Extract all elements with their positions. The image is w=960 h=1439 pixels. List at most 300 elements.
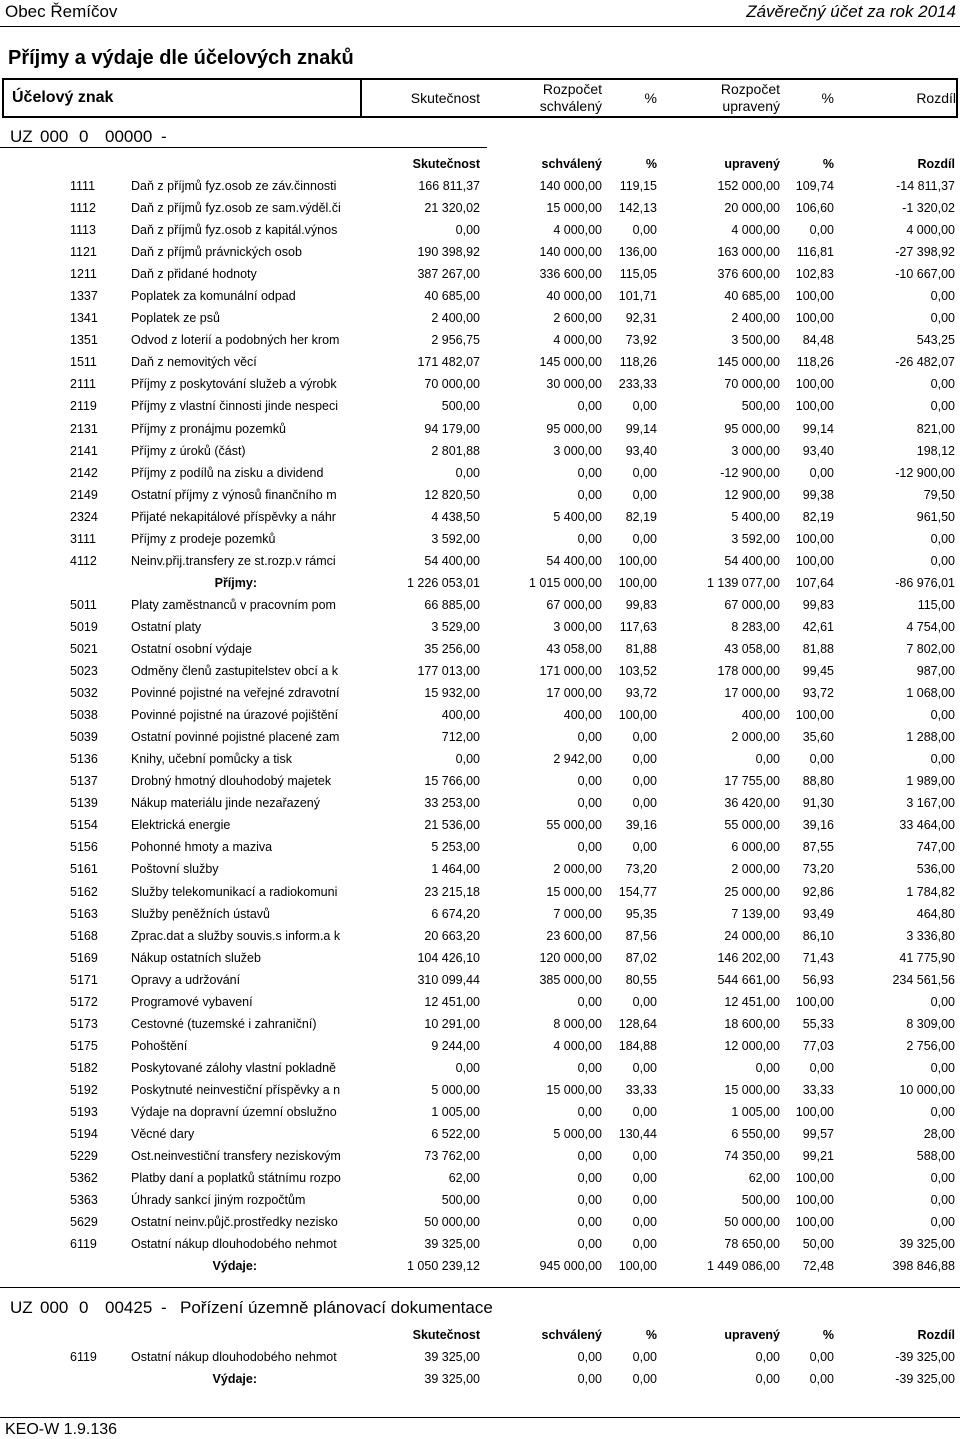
revised-budget-label-line1: Rozpočet bbox=[720, 81, 780, 97]
section-uz-00425 bbox=[0, 1287, 960, 1390]
row-name: Knihy, učební pomůcky a tisk bbox=[131, 752, 292, 767]
cell-revised: 3 592,00 bbox=[731, 531, 780, 546]
cell-revised: 17 755,00 bbox=[724, 774, 780, 789]
cell-difference: 7 802,00 bbox=[906, 641, 955, 656]
cell-pct_revised: 84,48 bbox=[802, 333, 834, 348]
cell-approved: 3 000,00 bbox=[553, 443, 602, 458]
cell-difference: 3 336,80 bbox=[906, 928, 955, 943]
column-header-difference: Rozdíl bbox=[917, 1328, 955, 1342]
cell-revised: 67 000,00 bbox=[724, 597, 780, 612]
cell-actual: 1 005,00 bbox=[431, 1104, 480, 1119]
cell-actual: 0,00 bbox=[455, 223, 480, 238]
row-code: 1112 bbox=[70, 201, 96, 216]
cell-revised: 5 400,00 bbox=[731, 509, 780, 524]
cell-difference: 821,00 bbox=[916, 421, 955, 436]
column-header-pct_revised: % bbox=[822, 157, 834, 171]
cell-pct_approved: 0,00 bbox=[632, 1171, 657, 1186]
cell-actual: 190 398,92 bbox=[417, 245, 480, 260]
row-code: 4112 bbox=[70, 553, 97, 568]
row-name: Daň z příjmů právnických osob bbox=[131, 245, 302, 260]
row-code: 5169 bbox=[70, 950, 98, 965]
cell-pct_approved: 39,16 bbox=[625, 818, 657, 833]
cell-revised: 500,00 bbox=[741, 399, 780, 414]
cell-approved: 0,00 bbox=[577, 465, 602, 480]
cell-pct_approved: 93,40 bbox=[625, 443, 657, 458]
cell-difference: 0,00 bbox=[930, 553, 955, 568]
cell-approved: 15 000,00 bbox=[546, 1082, 602, 1097]
cell-pct_approved: 130,44 bbox=[618, 1127, 657, 1142]
total-row bbox=[0, 572, 960, 594]
row-code: 2141 bbox=[70, 443, 98, 458]
table-row bbox=[0, 506, 960, 528]
uz-code: 00000 bbox=[105, 127, 153, 146]
cell-actual: 15 932,00 bbox=[424, 686, 480, 701]
cell-approved: 140 000,00 bbox=[539, 245, 602, 260]
row-name: Poplatek ze psů bbox=[131, 311, 220, 326]
cell-approved: 0,00 bbox=[577, 730, 602, 745]
cell-actual: 70 000,00 bbox=[424, 377, 480, 392]
cell-actual: 0,00 bbox=[455, 465, 480, 480]
cell-pct_approved: 0,00 bbox=[632, 531, 657, 546]
table-row bbox=[0, 1057, 960, 1079]
row-name: Výdaje na dopravní územní obslužno bbox=[131, 1104, 337, 1119]
cell-pct_revised: 0,00 bbox=[809, 223, 834, 238]
cell-approved: 15 000,00 bbox=[546, 201, 602, 216]
cell-pct_revised: 0,00 bbox=[809, 465, 834, 480]
cell-pct_approved: 118,26 bbox=[619, 355, 657, 370]
cell-pct_approved: 80,55 bbox=[625, 972, 657, 987]
cell-approved: 0,00 bbox=[577, 994, 602, 1009]
total-label: Příjmy: bbox=[214, 575, 257, 590]
cell-pct_revised: 88,80 bbox=[802, 774, 834, 789]
row-name: Ost.neinvestiční transfery neziskovým bbox=[131, 1149, 341, 1164]
cell-actual: 6 674,20 bbox=[431, 906, 480, 921]
cell-approved: 400,00 bbox=[563, 708, 602, 723]
table-row bbox=[0, 969, 960, 991]
table-row bbox=[0, 1013, 960, 1035]
total-revised: 1 139 077,00 bbox=[707, 575, 780, 590]
table-row bbox=[0, 528, 960, 550]
cell-difference: 0,00 bbox=[930, 377, 955, 392]
cell-pct_revised: 81,88 bbox=[802, 641, 834, 656]
row-name: Služby telekomunikací a radiokomuni bbox=[131, 884, 338, 899]
cell-revised: 544 661,00 bbox=[717, 972, 780, 987]
cell-difference: 0,00 bbox=[930, 1215, 955, 1230]
total-actual: 1 050 239,12 bbox=[407, 1259, 480, 1274]
table-row bbox=[0, 881, 960, 903]
row-name: Drobný hmotný dlouhodobý majetek bbox=[131, 774, 332, 789]
cell-revised: 25 000,00 bbox=[724, 884, 780, 899]
cell-difference: 0,00 bbox=[930, 289, 955, 304]
cell-approved: 145 000,00 bbox=[539, 355, 602, 370]
cell-pct_revised: 55,33 bbox=[802, 1016, 834, 1031]
column-header-actual: Skutečnost bbox=[412, 1328, 480, 1342]
row-code: 2119 bbox=[70, 399, 97, 414]
cell-approved: 0,00 bbox=[577, 774, 602, 789]
cell-revised: 3 500,00 bbox=[731, 333, 780, 348]
table-row bbox=[0, 814, 960, 836]
cell-pct_approved: 0,00 bbox=[632, 223, 657, 238]
cell-revised: 145 000,00 bbox=[717, 355, 780, 370]
cell-difference: 33 464,00 bbox=[899, 818, 955, 833]
row-name: Daň z příjmů fyz.osob ze sam.výděl.či bbox=[131, 201, 341, 216]
row-code: 5021 bbox=[70, 641, 98, 656]
column-header-pct_approved: % bbox=[645, 157, 657, 171]
row-name: Ostatní povinné pojistné placené zam bbox=[131, 730, 340, 745]
cell-difference: 464,80 bbox=[916, 906, 955, 921]
cell-difference: 39 325,00 bbox=[899, 1237, 955, 1252]
cell-difference: 0,00 bbox=[930, 708, 955, 723]
cell-pct_revised: 91,30 bbox=[802, 796, 834, 811]
cell-pct_revised: 100,00 bbox=[795, 399, 834, 414]
row-name: Pohonné hmoty a maziva bbox=[131, 840, 273, 855]
table-row bbox=[0, 925, 960, 947]
row-name: Cestovné (tuzemské i zahraniční) bbox=[131, 1016, 317, 1031]
cell-difference: -26 482,07 bbox=[895, 355, 955, 370]
cell-pct_approved: 0,00 bbox=[632, 840, 657, 855]
cell-pct_revised: 92,86 bbox=[802, 884, 834, 899]
row-name: Příjmy z prodeje pozemků bbox=[131, 531, 276, 546]
section-uz-00000 bbox=[0, 126, 960, 1277]
cell-pct_approved: 154,77 bbox=[618, 884, 657, 899]
table-row bbox=[0, 484, 960, 506]
page-title: Příjmy a výdaje dle účelových znaků bbox=[8, 47, 354, 69]
cell-pct_revised: 100,00 bbox=[795, 311, 834, 326]
total-difference: -39 325,00 bbox=[895, 1372, 955, 1387]
cell-actual: 94 179,00 bbox=[424, 421, 480, 436]
total-row bbox=[0, 1368, 960, 1390]
cell-pct_approved: 0,00 bbox=[632, 1193, 657, 1208]
cell-difference: 0,00 bbox=[930, 1104, 955, 1119]
row-name: Služby peněžních ústavů bbox=[131, 906, 270, 921]
cell-pct_approved: 99,14 bbox=[625, 421, 657, 436]
revised-percent-column-label: % bbox=[821, 90, 834, 106]
cell-difference: 10 000,00 bbox=[899, 1082, 955, 1097]
cell-actual: 40 685,00 bbox=[424, 289, 480, 304]
row-name: Nákup ostatních služeb bbox=[131, 950, 261, 965]
uz-part2: 0 bbox=[79, 1298, 89, 1317]
cell-difference: 543,25 bbox=[916, 333, 955, 348]
table-row bbox=[0, 991, 960, 1013]
cell-pct_revised: 99,38 bbox=[802, 487, 834, 502]
cell-revised: 78 650,00 bbox=[724, 1237, 780, 1252]
cell-pct_revised: 109,74 bbox=[795, 179, 834, 193]
total-pct_approved: 100,00 bbox=[618, 1259, 657, 1274]
total-revised: 1 449 086,00 bbox=[707, 1259, 780, 1274]
cell-difference: 0,00 bbox=[930, 531, 955, 546]
cell-pct_approved: 184,88 bbox=[618, 1038, 657, 1053]
cell-actual: 1 464,00 bbox=[431, 862, 480, 877]
cell-pct_approved: 100,00 bbox=[618, 708, 657, 723]
column-header-row bbox=[0, 154, 960, 175]
row-name: Pohoštění bbox=[131, 1038, 188, 1053]
uz-part1: 000 bbox=[40, 127, 69, 146]
cell-pct_approved: 87,56 bbox=[625, 928, 657, 943]
cell-difference: 0,00 bbox=[930, 1060, 955, 1075]
cell-pct_approved: 233,33 bbox=[618, 377, 657, 392]
cell-pct_revised: 56,93 bbox=[802, 972, 834, 987]
column-header-approved: schválený bbox=[541, 157, 602, 171]
row-name: Přijaté nekapitálové příspěvky a náhr bbox=[131, 509, 336, 524]
difference-column-label: Rozdíl bbox=[916, 90, 956, 106]
row-code: 5032 bbox=[70, 686, 98, 701]
cell-pct_revised: 106,60 bbox=[795, 201, 834, 216]
cell-actual: 400,00 bbox=[441, 708, 480, 723]
cell-approved: 0,00 bbox=[577, 1215, 602, 1230]
cell-revised: 3 000,00 bbox=[731, 443, 780, 458]
cell-pct_revised: 99,83 bbox=[802, 597, 834, 612]
cell-pct_approved: 100,00 bbox=[618, 553, 657, 568]
cell-difference: -27 398,92 bbox=[895, 245, 955, 260]
cell-pct_revised: 42,61 bbox=[802, 619, 834, 634]
cell-actual: 2 801,88 bbox=[431, 443, 480, 458]
row-name: Odměny členů zastupitelstev obcí a k bbox=[131, 664, 339, 679]
cell-approved: 5 400,00 bbox=[553, 509, 602, 524]
table-row bbox=[0, 704, 960, 726]
cell-pct_approved: 119,15 bbox=[619, 179, 657, 193]
cell-actual: 9 244,00 bbox=[431, 1038, 480, 1053]
cell-approved: 30 000,00 bbox=[546, 377, 602, 392]
table-row bbox=[0, 1233, 960, 1255]
cell-actual: 39 325,00 bbox=[424, 1350, 480, 1364]
cell-pct_revised: 33,33 bbox=[802, 1082, 834, 1097]
cell-revised: 50 000,00 bbox=[724, 1215, 780, 1230]
approved-budget-label-line1: Rozpočet bbox=[542, 81, 602, 97]
cell-revised: 0,00 bbox=[755, 1350, 780, 1364]
cell-actual: 35 256,00 bbox=[424, 641, 480, 656]
cell-revised: 20 000,00 bbox=[724, 201, 780, 216]
cell-actual: 21 536,00 bbox=[424, 818, 480, 833]
cell-difference: -1 320,02 bbox=[902, 201, 955, 216]
cell-pct_approved: 101,71 bbox=[618, 289, 657, 304]
cell-difference: 4 000,00 bbox=[906, 223, 955, 238]
total-actual: 39 325,00 bbox=[424, 1372, 480, 1387]
cell-difference: 115,00 bbox=[917, 597, 955, 612]
cell-pct_approved: 0,00 bbox=[632, 465, 657, 480]
approved-budget-label-line2: schválený bbox=[539, 98, 602, 114]
cell-actual: 2 956,75 bbox=[431, 333, 480, 348]
cell-pct_revised: 71,43 bbox=[802, 950, 834, 965]
row-name: Programové vybavení bbox=[131, 994, 253, 1009]
row-code: 5229 bbox=[70, 1149, 98, 1164]
column-header-revised: upravený bbox=[724, 157, 780, 171]
total-pct_approved: 0,00 bbox=[632, 1372, 657, 1387]
cell-actual: 104 426,10 bbox=[417, 950, 480, 965]
cell-actual: 73 762,00 bbox=[424, 1149, 480, 1164]
table-row bbox=[0, 903, 960, 925]
cell-pct_revised: 73,20 bbox=[802, 862, 834, 877]
cell-pct_revised: 77,03 bbox=[802, 1038, 834, 1053]
revised-budget-label-line2: upravený bbox=[722, 98, 780, 114]
uz-prefix: UZ bbox=[10, 1298, 33, 1317]
cell-revised: 2 000,00 bbox=[731, 730, 780, 745]
cell-revised: 18 600,00 bbox=[724, 1016, 780, 1031]
purpose-code-label: Účelový znak bbox=[12, 89, 114, 106]
cell-difference: 0,00 bbox=[930, 399, 955, 414]
cell-actual: 54 400,00 bbox=[424, 553, 480, 568]
table-row bbox=[0, 726, 960, 748]
cell-difference: 79,50 bbox=[923, 487, 955, 502]
row-name: Zprac.dat a služby souvis.s inform.a k bbox=[131, 928, 341, 943]
table-row bbox=[0, 836, 960, 858]
uz-part2: 0 bbox=[79, 127, 89, 146]
row-code: 5629 bbox=[70, 1215, 98, 1230]
cell-pct_approved: 87,02 bbox=[625, 950, 657, 965]
table-row bbox=[0, 307, 960, 329]
cell-pct_revised: 100,00 bbox=[795, 553, 834, 568]
cell-pct_approved: 95,35 bbox=[625, 906, 657, 921]
cell-approved: 15 000,00 bbox=[546, 884, 602, 899]
cell-pct_approved: 81,88 bbox=[625, 641, 657, 656]
table-row bbox=[0, 1145, 960, 1167]
row-code: 5161 bbox=[70, 862, 98, 877]
municipality-name: Obec Řemíčov bbox=[5, 2, 118, 21]
row-name: Ostatní neinv.půjč.prostředky nezisko bbox=[131, 1215, 338, 1230]
cell-approved: 95 000,00 bbox=[546, 421, 602, 436]
table-row bbox=[0, 440, 960, 462]
cell-approved: 0,00 bbox=[577, 1171, 602, 1186]
cell-actual: 12 451,00 bbox=[424, 994, 480, 1009]
cell-actual: 500,00 bbox=[441, 1193, 480, 1208]
table-row bbox=[0, 373, 960, 395]
total-difference: -86 976,01 bbox=[895, 575, 955, 590]
cell-revised: 74 350,00 bbox=[724, 1149, 780, 1164]
cell-actual: 2 400,00 bbox=[431, 311, 480, 326]
row-name: Neinv.přij.transfery ze st.rozp.v rámci bbox=[131, 553, 336, 568]
cell-pct_approved: 0,00 bbox=[632, 1215, 657, 1230]
cell-approved: 0,00 bbox=[577, 531, 602, 546]
cell-approved: 2 000,00 bbox=[553, 862, 602, 877]
cell-pct_approved: 0,00 bbox=[632, 752, 657, 767]
cell-actual: 5 000,00 bbox=[431, 1082, 480, 1097]
cell-actual: 50 000,00 bbox=[424, 1215, 480, 1230]
cell-pct_approved: 0,00 bbox=[632, 1350, 657, 1364]
cell-revised: 15 000,00 bbox=[724, 1082, 780, 1097]
cell-revised: 152 000,00 bbox=[717, 179, 780, 193]
cell-approved: 0,00 bbox=[577, 1060, 602, 1075]
cell-difference: 28,00 bbox=[923, 1127, 955, 1142]
cell-approved: 55 000,00 bbox=[546, 818, 602, 833]
row-code: 5137 bbox=[70, 774, 98, 789]
cell-revised: 43 058,00 bbox=[724, 641, 780, 656]
row-code: 2131 bbox=[70, 421, 98, 436]
total-label: Výdaje: bbox=[212, 1259, 257, 1274]
table-row bbox=[0, 550, 960, 572]
row-code: 5168 bbox=[70, 928, 98, 943]
row-name: Úhrady sankcí jiným rozpočtům bbox=[131, 1193, 306, 1208]
cell-revised: 2 000,00 bbox=[731, 862, 780, 877]
row-name: Opravy a udržování bbox=[131, 972, 241, 987]
cell-actual: 23 215,18 bbox=[424, 884, 480, 899]
row-name: Elektrická energie bbox=[131, 818, 231, 833]
row-code: 5039 bbox=[70, 730, 98, 745]
cell-pct_revised: 99,21 bbox=[802, 1149, 834, 1164]
total-pct_revised: 72,48 bbox=[802, 1259, 834, 1274]
cell-approved: 120 000,00 bbox=[539, 950, 602, 965]
cell-actual: 0,00 bbox=[455, 1060, 480, 1075]
cell-difference: 41 775,90 bbox=[899, 950, 955, 965]
cell-revised: -12 900,00 bbox=[720, 465, 780, 480]
cell-actual: 387 267,00 bbox=[417, 267, 480, 282]
cell-pct_revised: 93,72 bbox=[802, 686, 834, 701]
uz-name: Pořízení územně plánovací dokumentace bbox=[180, 1298, 493, 1317]
table-row bbox=[0, 947, 960, 969]
total-difference: 398 846,88 bbox=[892, 1259, 955, 1274]
cell-actual: 33 253,00 bbox=[424, 796, 480, 811]
cell-pct_approved: 115,05 bbox=[619, 267, 657, 282]
row-name: Poskytnuté neinvestiční příspěvky a n bbox=[131, 1082, 341, 1097]
cell-approved: 0,00 bbox=[577, 487, 602, 502]
cell-pct_revised: 102,83 bbox=[795, 267, 834, 282]
cell-pct_approved: 0,00 bbox=[632, 1149, 657, 1164]
row-name: Ostatní příjmy z výnosů finančního m bbox=[131, 487, 337, 502]
total-revised: 0,00 bbox=[755, 1372, 780, 1387]
table-row bbox=[0, 1346, 960, 1368]
row-name: Daň z příjmů fyz.osob ze záv.činnosti bbox=[131, 179, 337, 193]
cell-revised: 7 139,00 bbox=[731, 906, 780, 921]
column-header-pct_revised: % bbox=[822, 1328, 834, 1342]
cell-pct_revised: 99,14 bbox=[802, 421, 834, 436]
table-row bbox=[0, 285, 960, 307]
row-code: 5154 bbox=[70, 818, 98, 833]
cell-approved: 3 000,00 bbox=[553, 619, 602, 634]
cell-pct_revised: 87,55 bbox=[802, 840, 834, 855]
cell-pct_revised: 118,26 bbox=[796, 355, 834, 370]
cell-approved: 385 000,00 bbox=[539, 972, 602, 987]
cell-pct_approved: 117,63 bbox=[619, 619, 657, 634]
cell-revised: 8 283,00 bbox=[731, 619, 780, 634]
cell-pct_approved: 142,13 bbox=[618, 201, 657, 216]
cell-approved: 7 000,00 bbox=[553, 906, 602, 921]
cell-actual: 171 482,07 bbox=[417, 355, 480, 370]
cell-difference: 0,00 bbox=[930, 311, 955, 326]
row-code: 2324 bbox=[70, 509, 98, 524]
cell-pct_approved: 73,20 bbox=[625, 862, 657, 877]
row-code: 5136 bbox=[70, 752, 98, 767]
cell-approved: 336 600,00 bbox=[539, 267, 602, 282]
cell-pct_revised: 0,00 bbox=[809, 752, 834, 767]
cell-approved: 2 942,00 bbox=[553, 752, 602, 767]
cell-revised: 2 400,00 bbox=[731, 311, 780, 326]
cell-actual: 166 811,37 bbox=[418, 179, 480, 193]
row-code: 1111 bbox=[70, 179, 96, 193]
cell-actual: 39 325,00 bbox=[424, 1237, 480, 1252]
cell-pct_approved: 0,00 bbox=[632, 796, 657, 811]
row-code: 5156 bbox=[70, 840, 98, 855]
cell-difference: -10 667,00 bbox=[895, 267, 955, 282]
cell-actual: 15 766,00 bbox=[424, 774, 480, 789]
cell-approved: 67 000,00 bbox=[546, 597, 602, 612]
cell-difference: 0,00 bbox=[930, 1171, 955, 1186]
row-name: Ostatní osobní výdaje bbox=[131, 641, 252, 656]
cell-pct_approved: 0,00 bbox=[632, 994, 657, 1009]
row-name: Daň z nemovitých věcí bbox=[131, 355, 257, 370]
cell-actual: 10 291,00 bbox=[424, 1016, 480, 1031]
total-pct_approved: 100,00 bbox=[618, 575, 657, 590]
cell-pct_approved: 0,00 bbox=[632, 1060, 657, 1075]
table-row bbox=[0, 329, 960, 351]
row-name: Platby daní a poplatků státnímu rozpo bbox=[131, 1171, 341, 1186]
row-code: 5362 bbox=[70, 1171, 98, 1186]
cell-pct_revised: 35,60 bbox=[802, 730, 834, 745]
cell-pct_approved: 33,33 bbox=[625, 1082, 657, 1097]
row-code: 3111 bbox=[70, 531, 96, 546]
row-name: Daň z příjmů fyz.osob z kapitál.výnos bbox=[131, 223, 338, 238]
cell-difference: 3 167,00 bbox=[906, 796, 955, 811]
row-code: 6119 bbox=[70, 1350, 97, 1364]
cell-revised: 17 000,00 bbox=[724, 686, 780, 701]
row-name: Ostatní nákup dlouhodobého nehmot bbox=[131, 1237, 337, 1252]
